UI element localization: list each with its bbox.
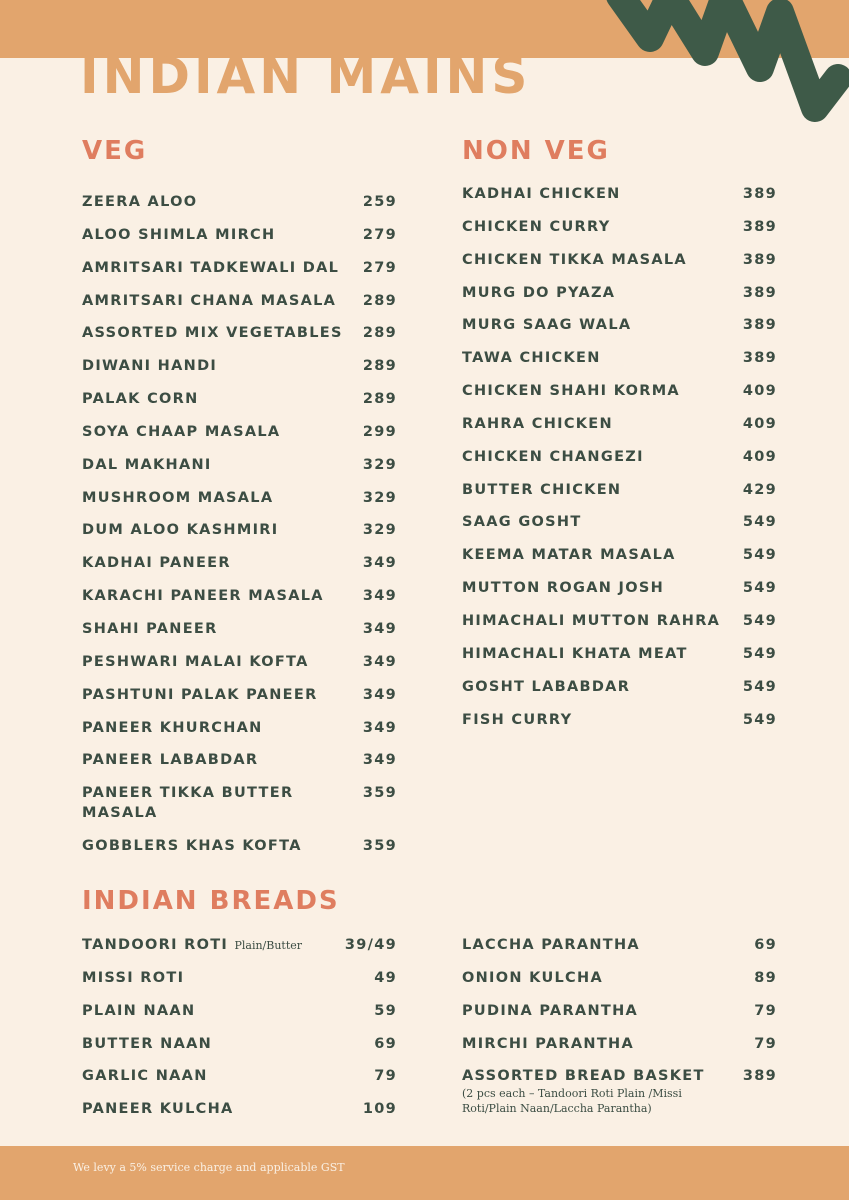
item-name: MISSI ROTI xyxy=(82,969,185,986)
item-price: 549 xyxy=(742,678,777,695)
item-price: 409 xyxy=(742,448,777,465)
item-price: 289 xyxy=(362,325,397,342)
menu-item xyxy=(82,836,397,869)
item-name: MURG SAAG WALA xyxy=(462,317,632,334)
item-price: 79 xyxy=(754,1002,777,1019)
menu-item xyxy=(462,184,777,217)
menu-item xyxy=(462,480,777,513)
item-price: 89 xyxy=(754,969,777,986)
item-name: CHICKEN TIKKA MASALA xyxy=(462,251,687,268)
item-price: 69 xyxy=(754,937,777,953)
menu-item xyxy=(462,315,777,348)
item-price: 389 xyxy=(742,350,777,367)
item-name: PALAK CORN xyxy=(82,391,199,408)
item-name-text: TANDOORI ROTI xyxy=(82,937,229,953)
menu-item xyxy=(462,283,777,316)
menu-item xyxy=(82,520,397,553)
item-description: (2 pcs each – Tandoori Roti Plain /Missi Roti/Plain Naan/Laccha Parantha) xyxy=(462,1087,682,1116)
item-name: PANEER KHURCHAN xyxy=(82,719,263,736)
breads-heading: INDIAN BREADS xyxy=(82,886,340,916)
item-name: PESHWARI MALAI KOFTA xyxy=(82,653,309,670)
item-note: Plain/Butter xyxy=(234,939,303,952)
menu-item xyxy=(462,968,777,1001)
menu-item xyxy=(462,1001,777,1034)
item-name: PASHTUNI PALAK PANEER xyxy=(82,686,318,703)
item-name xyxy=(82,935,302,956)
item-price: 349 xyxy=(362,653,397,670)
footer-note: We levy a 5% service charge and applicable GST xyxy=(73,1161,345,1174)
menu-item xyxy=(82,685,397,718)
menu-item xyxy=(462,250,777,283)
menu-item xyxy=(462,935,777,968)
menu-item xyxy=(82,968,397,1001)
item-price: 279 xyxy=(362,259,397,276)
item-price: 359 xyxy=(362,785,397,802)
menu-item xyxy=(82,586,397,619)
item-name: ONION KULCHA xyxy=(462,969,603,986)
item-name: LACCHA PARANTHA xyxy=(462,937,640,953)
breads-left-list xyxy=(82,935,397,1132)
item-price: 349 xyxy=(362,752,397,769)
item-price: 409 xyxy=(742,415,777,432)
item-price: 549 xyxy=(742,547,777,564)
item-name: BUTTER NAAN xyxy=(82,1035,213,1052)
menu-item xyxy=(82,488,397,521)
item-name: PUDINA PARANTHA xyxy=(462,1002,639,1019)
item-name: DUM ALOO KASHMIRI xyxy=(82,522,279,539)
item-name: HIMACHALI KHATA MEAT xyxy=(462,645,688,662)
item-name: GOBBLERS KHAS KOFTA xyxy=(82,838,302,855)
item-name: BUTTER CHICKEN xyxy=(462,481,622,498)
item-name: AMRITSARI CHANA MASALA xyxy=(82,292,337,309)
item-price: 349 xyxy=(362,686,397,703)
item-price: 349 xyxy=(362,719,397,736)
item-price: 279 xyxy=(362,226,397,243)
item-price: 49 xyxy=(374,969,397,986)
page-title: INDIAN MAINS xyxy=(80,47,532,105)
item-price: 349 xyxy=(362,588,397,605)
item-name: KARACHI PANEER MASALA xyxy=(82,588,324,605)
item-name: ALOO SHIMLA MIRCH xyxy=(82,226,276,243)
item-price: 349 xyxy=(362,555,397,572)
menu-item xyxy=(82,652,397,685)
item-name: PLAIN NAAN xyxy=(82,1002,196,1019)
item-name: CHICKEN CHANGEZI xyxy=(462,448,644,465)
item-name: CHICKEN CURRY xyxy=(462,218,611,235)
item-price: 79 xyxy=(374,1068,397,1085)
menu-item xyxy=(462,217,777,250)
item-name: ASSORTED BREAD BASKET xyxy=(462,1068,705,1085)
menu-item xyxy=(462,512,777,545)
menu-item xyxy=(462,348,777,381)
menu-item xyxy=(82,750,397,783)
menu-item xyxy=(462,1066,777,1126)
item-name: DAL MAKHANI xyxy=(82,456,212,473)
menu-item xyxy=(82,258,397,291)
menu-item xyxy=(82,192,397,225)
menu-item xyxy=(82,422,397,455)
menu-item xyxy=(462,578,777,611)
item-price: 109 xyxy=(362,1101,397,1118)
squiggle-decoration-icon xyxy=(600,0,849,140)
item-price: 329 xyxy=(362,456,397,473)
item-name: KADHAI PANEER xyxy=(82,555,231,572)
menu-item xyxy=(462,381,777,414)
item-price: 389 xyxy=(742,186,777,202)
item-price: 69 xyxy=(374,1035,397,1052)
item-price: 389 xyxy=(742,1068,777,1085)
menu-item xyxy=(82,323,397,356)
item-price: 429 xyxy=(742,481,777,498)
item-name: MIRCHI PARANTHA xyxy=(462,1035,634,1052)
item-name: RAHRA CHICKEN xyxy=(462,415,613,432)
menu-item xyxy=(82,1001,397,1034)
item-price: 79 xyxy=(754,1035,777,1052)
item-price: 549 xyxy=(742,612,777,629)
item-name: TAWA CHICKEN xyxy=(462,350,601,367)
item-name: SAAG GOSHT xyxy=(462,514,582,531)
item-price: 289 xyxy=(362,391,397,408)
item-price: 289 xyxy=(362,358,397,375)
veg-menu-list xyxy=(82,192,397,869)
item-name: PANEER LABABDAR xyxy=(82,752,259,769)
item-name: MURG DO PYAZA xyxy=(462,284,616,301)
item-name: MUTTON ROGAN JOSH xyxy=(462,580,665,597)
item-name: ZEERA ALOO xyxy=(82,194,198,210)
menu-item xyxy=(462,644,777,677)
menu-item xyxy=(462,414,777,447)
item-price: 389 xyxy=(742,317,777,334)
menu-item xyxy=(82,1034,397,1067)
item-price: 549 xyxy=(742,711,777,728)
menu-item xyxy=(82,619,397,652)
veg-heading: VEG xyxy=(82,136,148,166)
menu-item xyxy=(82,935,397,968)
item-price: 409 xyxy=(742,383,777,400)
item-name: CHICKEN SHAHI KORMA xyxy=(462,383,680,400)
item-price: 299 xyxy=(362,423,397,440)
item-name: KEEMA MATAR MASALA xyxy=(462,547,676,564)
menu-item xyxy=(82,389,397,422)
item-price: 359 xyxy=(362,838,397,855)
item-price: 59 xyxy=(374,1002,397,1019)
item-name: SHAHI PANEER xyxy=(82,620,218,637)
menu-item xyxy=(82,291,397,324)
menu-item xyxy=(82,225,397,258)
menu-item xyxy=(82,455,397,488)
item-price: 549 xyxy=(742,514,777,531)
item-name: GARLIC NAAN xyxy=(82,1068,208,1085)
item-name: DIWANI HANDI xyxy=(82,358,218,375)
item-price: 329 xyxy=(362,522,397,539)
item-price: 259 xyxy=(362,194,397,210)
item-name: PANEER TIKKA BUTTER MASALA xyxy=(82,785,294,822)
menu-item xyxy=(82,1099,397,1132)
nonveg-menu-list xyxy=(462,184,777,742)
menu-item xyxy=(462,447,777,480)
menu-item xyxy=(462,710,777,743)
menu-item xyxy=(462,677,777,710)
item-price: 389 xyxy=(742,218,777,235)
menu-item xyxy=(462,611,777,644)
item-name: HIMACHALI MUTTON RAHRA xyxy=(462,612,721,629)
item-price: 549 xyxy=(742,645,777,662)
breads-right-list xyxy=(462,935,777,1126)
menu-item xyxy=(462,1034,777,1067)
nonveg-heading: NON VEG xyxy=(462,136,610,166)
menu-item xyxy=(82,718,397,751)
item-name: GOSHT LABABDAR xyxy=(462,678,631,695)
item-price: 289 xyxy=(362,292,397,309)
menu-item xyxy=(82,1066,397,1099)
menu-item xyxy=(82,783,397,836)
item-price: 349 xyxy=(362,620,397,637)
item-name: AMRITSARI TADKEWALI DAL xyxy=(82,259,340,276)
item-price: 389 xyxy=(742,251,777,268)
item-price: 39/49 xyxy=(344,937,397,953)
item-name: FISH CURRY xyxy=(462,711,573,728)
item-name: SOYA CHAAP MASALA xyxy=(82,423,281,440)
menu-item xyxy=(82,356,397,389)
item-name: KADHAI CHICKEN xyxy=(462,186,621,202)
item-price: 329 xyxy=(362,489,397,506)
menu-item xyxy=(82,553,397,586)
item-price: 549 xyxy=(742,580,777,597)
menu-item xyxy=(462,545,777,578)
item-name: PANEER KULCHA xyxy=(82,1101,234,1118)
item-name: MUSHROOM MASALA xyxy=(82,489,274,506)
item-name: ASSORTED MIX VEGETABLES xyxy=(82,325,343,342)
item-price: 389 xyxy=(742,284,777,301)
footer-bar xyxy=(0,1146,849,1200)
